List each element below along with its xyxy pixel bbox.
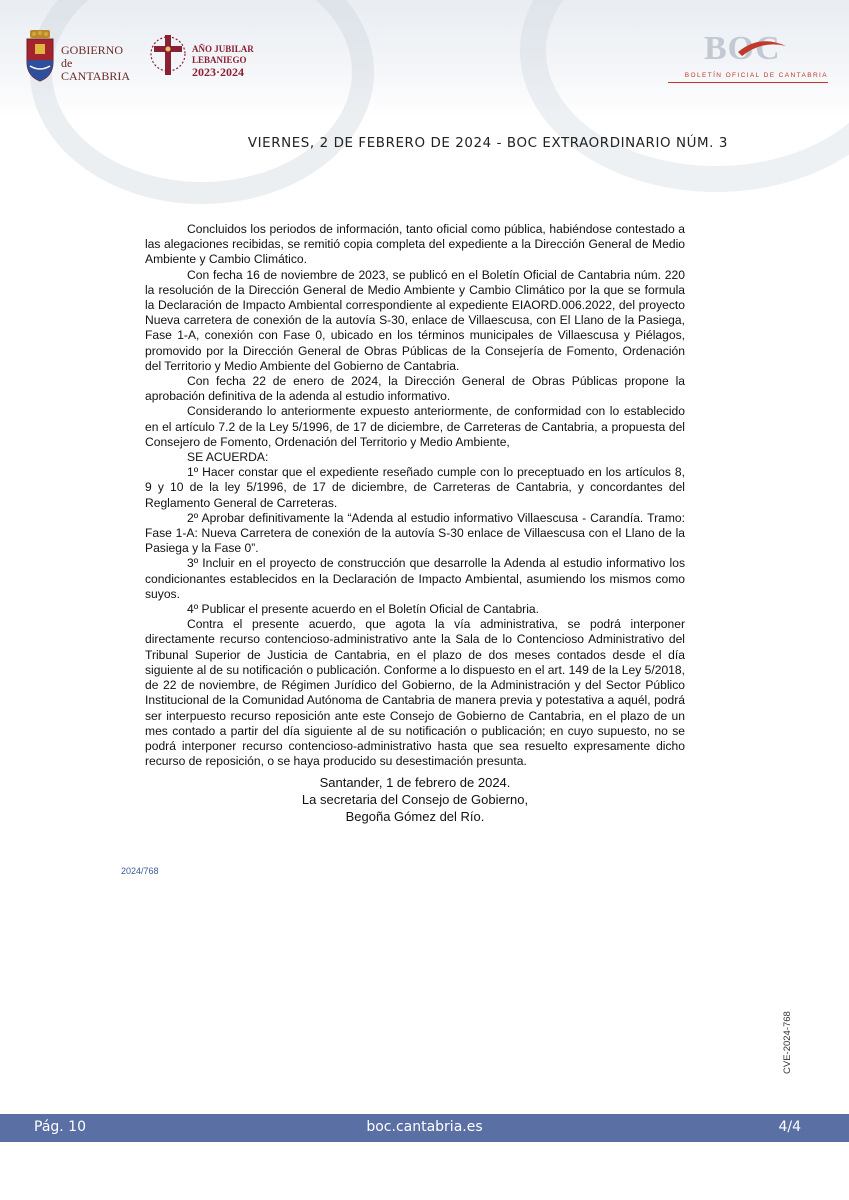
gobierno-cantabria-logo[interactable] [24,30,144,90]
gobierno-logo-text [61,44,130,83]
paragraph: SE ACUERDA: [187,450,269,465]
boc-logo[interactable] [668,28,828,84]
paragraph: Con fecha 22 de enero de 2024, la Dirección General de Obras Públicas propone la aprobación definitiva de la adenda al estudio informativo. [145,374,685,404]
jubilar-line-1: AÑO JUBILAR [192,44,254,54]
boc-underline [668,82,828,83]
signature-block [145,774,685,825]
paragraph: Con fecha 16 de noviembre de 2023, se publicó en el Boletín Oficial de Cantabria núm. 220 la resolución de la Dirección General de Medio Ambiente y Cambio Climático por la que se formula la Declaración de Impacto Ambiental correspondiente al expediente EIAORD.006.2022, del proyecto Nueva carretera de conexión de la autovía S-30, enlace de Villaescusa, con El Llano de la Pasiega, Fase 1-A, conexión con Fase 0, ubicado en los términos municipales de Villaescusa y Piélagos, promovido por la Dirección General de Obras Públicas de la Consejería de Fomento, Ordenación del Territorio y Medio Ambiente del Gobierno de Cantabria. [145,267,685,373]
boc-wordmark: BOC [704,30,781,67]
gov-line-1: GOBIERNO [61,43,123,57]
ano-jubilar-text [192,44,254,78]
paragraph: Considerando lo anteriormente expuesto anteriormente, de conformidad con lo establecido en el artículo 7.2 de la Ley 5/1996, de 17 de diciembre, de Carreteras de Cantabria, a propuesta del Consejero de Fomento, Ordenación del Territorio y Medio Ambiente, [145,404,685,449]
paragraph: Contra el presente acuerdo, que agota la vía administrativa, se podrá interponer directamente recurso contencioso-administrativo ante la Sala de lo Contencioso Administrativo del Tribunal Superior de Justicia de Cantabria, en el plazo de dos meses contados desde el día siguiente al de su notificación o publicación. Conforme a lo dispuesto en el art. 149 de la Ley 5/2018, de 22 de noviembre, de Régimen Jurídico del Gobierno, de la Administración y del Sector Público Institucional de la Comunidad Autónoma de Cantabria de manera previa y potestativa a aquél, podrá ser interpuesto recurso reposición ante este Consejo de Gobierno de Cantabria, en el plazo de un mes contado a partir del día siguiente al de su notificación o publicación; en cuyo supuesto, no se podrá interponer recurso contencioso-administrativo hasta que sea resuelto expresamente dicho recurso de reposición, o se haya producido su desestimación presunta. [145,617,685,769]
signature-role: La secretaria del Consejo de Gobierno, [301,792,529,807]
boc-subtitle: BOLETÍN OFICIAL DE CANTABRIA [684,72,828,79]
page-count: 4/4 [778,1119,801,1135]
lebaniego-cross-icon [148,32,188,78]
page-label: Pág. 10 [34,1119,86,1135]
jubilar-line-2: LEBANIEGO [192,55,247,65]
signature-place-date: Santander, 1 de febrero de 2024. [319,775,511,790]
cve-text: CVE-2024-768 [782,1011,793,1074]
document-body [145,222,685,769]
coat-of-arms-icon [24,30,56,82]
site-link[interactable]: boc.cantabria.es [366,1119,483,1135]
paragraph: 2º Aprobar definitivamente la “Adenda al estudio informativo Villaescusa - Carandía. Tramo: Fase 1-A: Nueva Carretera de conexión de la autovía S-30 enlace de Villaescusa con el Llano de la Pasiega y la Fase 0”. [145,510,685,556]
paragraph: 3º Incluir en el proyecto de construcción que desarrolle la Adenda al estudio informativo los condicionantes establecidos en la Declaración de Impacto Ambiental, asumiendo los mismos como suyos. [145,556,685,601]
jubilar-line-3: 2023·2024 [192,65,245,79]
page-footer [0,1114,849,1142]
ano-jubilar-logo[interactable] [148,32,268,82]
paragraph: 1º Hacer constar que el expediente reseñado cumple con lo preceptuado en los artículos 8, 9 y 10 de la ley 5/1996, de 17 de diciembre, de Carreteras de Cantabria, y concordantes del Reglamento General de Carreteras. [145,465,685,510]
issue-dateline: VIERNES, 2 DE FEBRERO DE 2024 - BOC EXTRAORDINARIO NÚM. 3 [247,136,728,151]
paragraph: Concluidos los periodos de información, tanto oficial como pública, habiéndose contestado a las alegaciones recibidas, se remitió copia completa del expediente a la Dirección General de Medio Ambiente y Cambio Climático. [145,222,685,267]
signature-name: Begoña Gómez del Río. [345,809,485,824]
cve-code [782,994,796,1074]
gov-line-3: CANTABRIA [61,69,131,83]
paragraph: 4º Publicar el presente acuerdo en el Boletín Oficial de Cantabria. [187,602,539,617]
gov-line-2: de [61,56,73,70]
boc-swoosh-icon [698,28,788,68]
reference-number: 2024/768 [121,866,159,876]
